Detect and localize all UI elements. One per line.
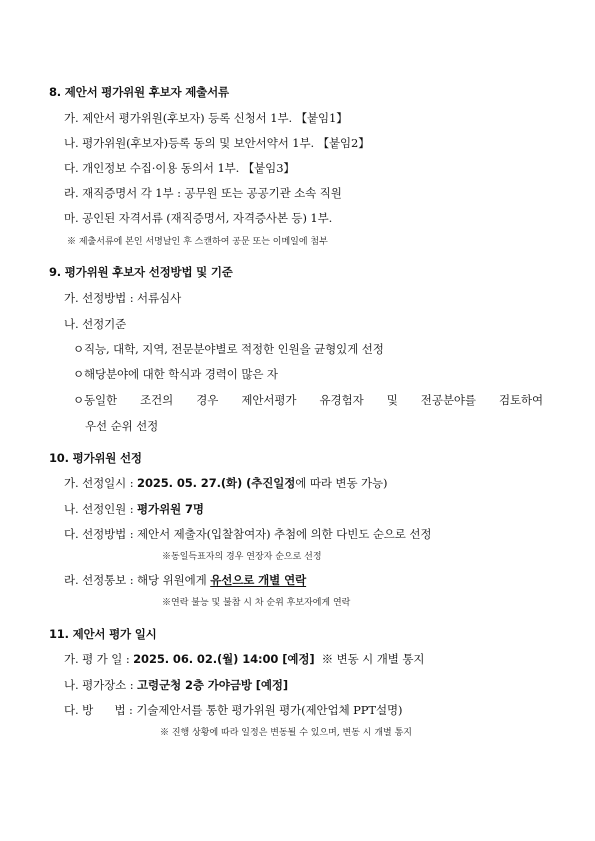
section-9-title: 9. 평가위원 후보자 선정방법 및 기준 bbox=[49, 265, 233, 279]
s9-criterion-2: ㅇ해당분야에 대한 학식과 경력이 많은 자 bbox=[73, 367, 278, 381]
s10-method-line bbox=[64, 526, 431, 542]
s10-method-value: 제안서 제출자(입찰참여자) 추첨에 의한 다빈도 순으로 선정 bbox=[137, 527, 432, 541]
s10-notice-line bbox=[64, 572, 306, 588]
s11-date-label: 가. 평 가 일 : bbox=[64, 652, 134, 666]
s10-people-label: 나. 선정인원 : bbox=[64, 502, 138, 516]
s10-people-value: 평가위원 7명 bbox=[137, 502, 204, 516]
s10-date-label: 가. 선정일시 : bbox=[64, 476, 138, 490]
s11-date-rest: ※ 변동 시 개별 통지 bbox=[314, 652, 425, 666]
s10-date-rest: 에 따라 변동 가능) bbox=[295, 476, 388, 490]
s10-notice-note: ※연락 불능 및 불참 시 차 순위 후보자에게 연락 bbox=[162, 598, 351, 608]
s11-date-value: 2025. 06. 02.(월) 14:00 [예정] bbox=[133, 652, 315, 666]
s9-criteria-label: 나. 선정기준 bbox=[64, 317, 127, 331]
s11-place-line bbox=[64, 677, 288, 693]
s11-date-line bbox=[64, 651, 424, 667]
s8-item-2: 나. 평가위원(후보자)등록 동의 및 보안서약서 1부. 【붙임2】 bbox=[64, 136, 370, 150]
section-11-title: 11. 제안서 평가 일시 bbox=[49, 627, 157, 641]
section-10-title: 10. 평가위원 선정 bbox=[49, 451, 142, 465]
s8-item-4: 라. 재직증명서 각 1부 : 공무원 또는 공공기관 소속 직원 bbox=[64, 186, 342, 200]
s10-notice-text: 해당 위원에게 bbox=[137, 573, 211, 587]
s10-date-value: 2025. 05. 27.(화) (추진일정 bbox=[137, 476, 296, 490]
s9-method: 가. 선정방법 : 서류심사 bbox=[64, 291, 182, 305]
s8-item-3: 다. 개인정보 수집·이용 동의서 1부. 【붙임3】 bbox=[64, 161, 295, 175]
s8-item-5: 마. 공인된 자격서류 (재직증명서, 자격증사본 등) 1부. bbox=[64, 211, 333, 225]
s11-note: ※ 진행 상황에 따라 일정은 변동될 수 있으며, 변동 시 개별 통지 bbox=[160, 728, 412, 738]
s11-place-value: 고령군청 2층 가야금방 [예정] bbox=[137, 678, 289, 692]
s11-place-label: 나. 평가장소 : bbox=[64, 678, 138, 692]
s10-date-line bbox=[64, 475, 387, 491]
s10-method-note: ※동일득표자의 경우 연장자 순으로 선정 bbox=[162, 552, 322, 562]
s8-note: ※ 제출서류에 본인 서명날인 후 스캔하여 공문 또는 이메일에 첨부 bbox=[67, 237, 328, 247]
section-8-title: 8. 제안서 평가위원 후보자 제출서류 bbox=[49, 85, 229, 99]
s10-notice-label: 라. 선정통보 : bbox=[64, 573, 138, 587]
s9-criterion-3: ㅇ동일한 조건의 경우 제안서평가 유경험자 및 전공분야를 검토하여 bbox=[73, 393, 543, 407]
s10-notice-value: 유선으로 개별 연락 bbox=[210, 573, 307, 587]
s11-method-label: 다. 방 법 : bbox=[64, 703, 137, 717]
s9-criterion-1: ㅇ직능, 대학, 지역, 전문분야별로 적정한 인원을 균형있게 선정 bbox=[73, 342, 384, 356]
s8-item-1: 가. 제안서 평가위원(후보자) 등록 신청서 1부. 【붙임1】 bbox=[64, 111, 348, 125]
s9-criterion-3-cont: 우선 순위 선정 bbox=[85, 419, 159, 433]
s10-method-label: 다. 선정방법 : bbox=[64, 527, 138, 541]
s11-method-line bbox=[64, 702, 402, 718]
s11-method-value: 기술제안서를 통한 평가위원 평가(제안업체 PPT설명) bbox=[136, 703, 403, 717]
s10-people-line bbox=[64, 501, 204, 517]
